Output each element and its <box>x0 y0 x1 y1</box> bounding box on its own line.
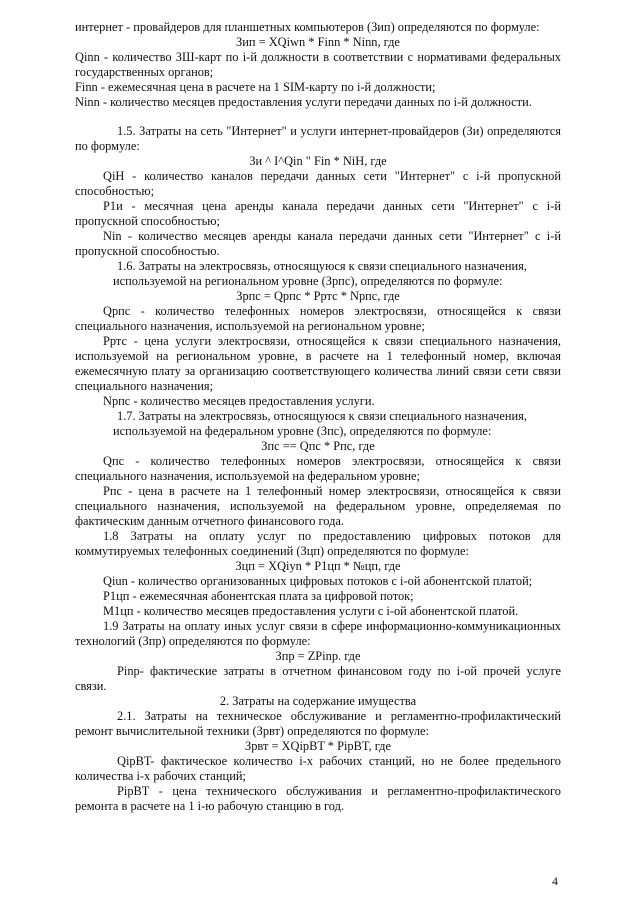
text-paragraph: интернет - провайдеров для планшетных компьютеров (Зип) определяются по формуле: <box>75 20 540 34</box>
text-paragraph: Finn - ежемесячная цена в расчете на 1 SIM-карту по i-й должности; <box>75 80 436 94</box>
page-number: 4 <box>552 874 558 888</box>
section-1-5: 1.5. Затраты на сеть "Интернет" и услуги интернет-провайдеров (Зи) определяются по формуле: <box>75 124 561 153</box>
text-paragraph: PipBT - цена технического обслуживания и регламентно-профилактического ремонта в расчете на 1 i-ю рабочую станцию в год. <box>75 784 561 813</box>
formula: Зцп = XQiyn * Р1цп * №цп, где <box>235 559 401 573</box>
text-paragraph: Рпс - цена в расчете на 1 телефонный номер электросвязи, относящейся к связи специального назначения, используемой на федеральном уровне, определяемая по фактическим данным отчетного финансового года. <box>75 484 561 528</box>
formula: Зрвт = XQipBT * PipBT, где <box>245 739 391 753</box>
paragraph-gap <box>75 110 561 124</box>
text-paragraph: Qпс - количество телефонных номеров электросвязи, относящейся к связи специального назначения, используемой на федеральном уровне; <box>75 454 561 483</box>
formula: Зпс == Qпс * Рпс, где <box>261 439 375 453</box>
text-paragraph: Рртс - цена услуги электросвязи, относящейся к связи специального назначения, используемой на региональном уровне, в расчете на 1 телефонный номер, включая ежемесячную плату за организацию соответствующего количества линий связи сети связи специального назначения; <box>75 334 561 393</box>
section-1-9: 1.9 Затраты на оплату иных услуг связи в сфере информационно-коммуникационных технологий (Зпр) определяются по формуле: <box>75 619 561 648</box>
formula: Зрпс = Qрпс * Рртс * Nрпс, где <box>236 289 400 303</box>
text-paragraph: Nin - количество месяцев аренды канала передачи данных сети "Интернет" с i-й пропускной способностью. <box>75 229 561 258</box>
text-paragraph: Р1и - месячная цена аренды канала передачи данных сети "Интернет" с i-й пропускной способностью; <box>75 199 561 228</box>
text-paragraph: Р1цп - ежемесячная абонентская плата за цифровой поток; <box>103 589 414 603</box>
text-paragraph: Ninn - количество месяцев предоставления услуги передачи данных по i-й должности. <box>75 95 532 109</box>
text-paragraph: QipBT- фактическое количество i-х рабочих станций, но не более предельного количества i-х рабочих станций; <box>75 754 561 783</box>
text-paragraph: QiH - количество каналов передачи данных сети "Интернет" с i-й пропускной способностью; <box>75 169 561 198</box>
section-2-heading: 2. Затраты на содержание имущества <box>219 694 417 708</box>
text-paragraph: М1цп - количество месяцев предоставления услуги с i-ой абонентской платой. <box>103 604 519 618</box>
text-paragraph: Pinp- фактические затраты в отчетном финансовом году по i-ой прочей услуге связи. <box>75 664 561 693</box>
formula: Зи ^ I^Qin " Fin * NiH, где <box>249 154 387 168</box>
section-1-6-cont: используемой на региональном уровне (Зрпс), определяются по формуле: <box>113 274 503 288</box>
text-paragraph: Qiun - количество организованных цифровых потоков с i-ой абонентской платой; <box>103 574 533 588</box>
section-1-6: 1.6. Затраты на электросвязь, относящуюся к связи специального назначения, <box>117 259 527 273</box>
section-1-7-cont: используемой на федеральном уровне (Зпс), определяются по формуле: <box>113 424 492 438</box>
section-1-8: 1.8 Затраты на оплату услуг по предоставлению цифровых потоков для коммутируемых телефонных соединений (Зцп) определяются по формуле: <box>75 529 561 558</box>
formula: Зип = XQiwn * Finn * Ninn, где <box>236 35 400 49</box>
section-2-1: 2.1. Затраты на техническое обслуживание и регламентно-профилактический ремонт вычислительной техники (Зрвт) определяются по формуле: <box>75 709 561 738</box>
text-paragraph: Nрпс - количество месяцев предоставления услуги. <box>103 394 375 408</box>
text-paragraph: Qрпс - количество телефонных номеров электросвязи, относящейся к связи специального назначения, используемой на региональном уровне; <box>75 304 561 333</box>
text-paragraph: Qinn - количество ЗШ-карт по i-й должности в соответствии с нормативами федеральных государственных органов; <box>75 50 561 79</box>
formula: Зпр = ZPinp. где <box>275 649 361 663</box>
document-page <box>75 20 561 814</box>
section-1-7: 1.7. Затраты на электросвязь, относящуюся к связи специального назначения, <box>117 409 527 423</box>
